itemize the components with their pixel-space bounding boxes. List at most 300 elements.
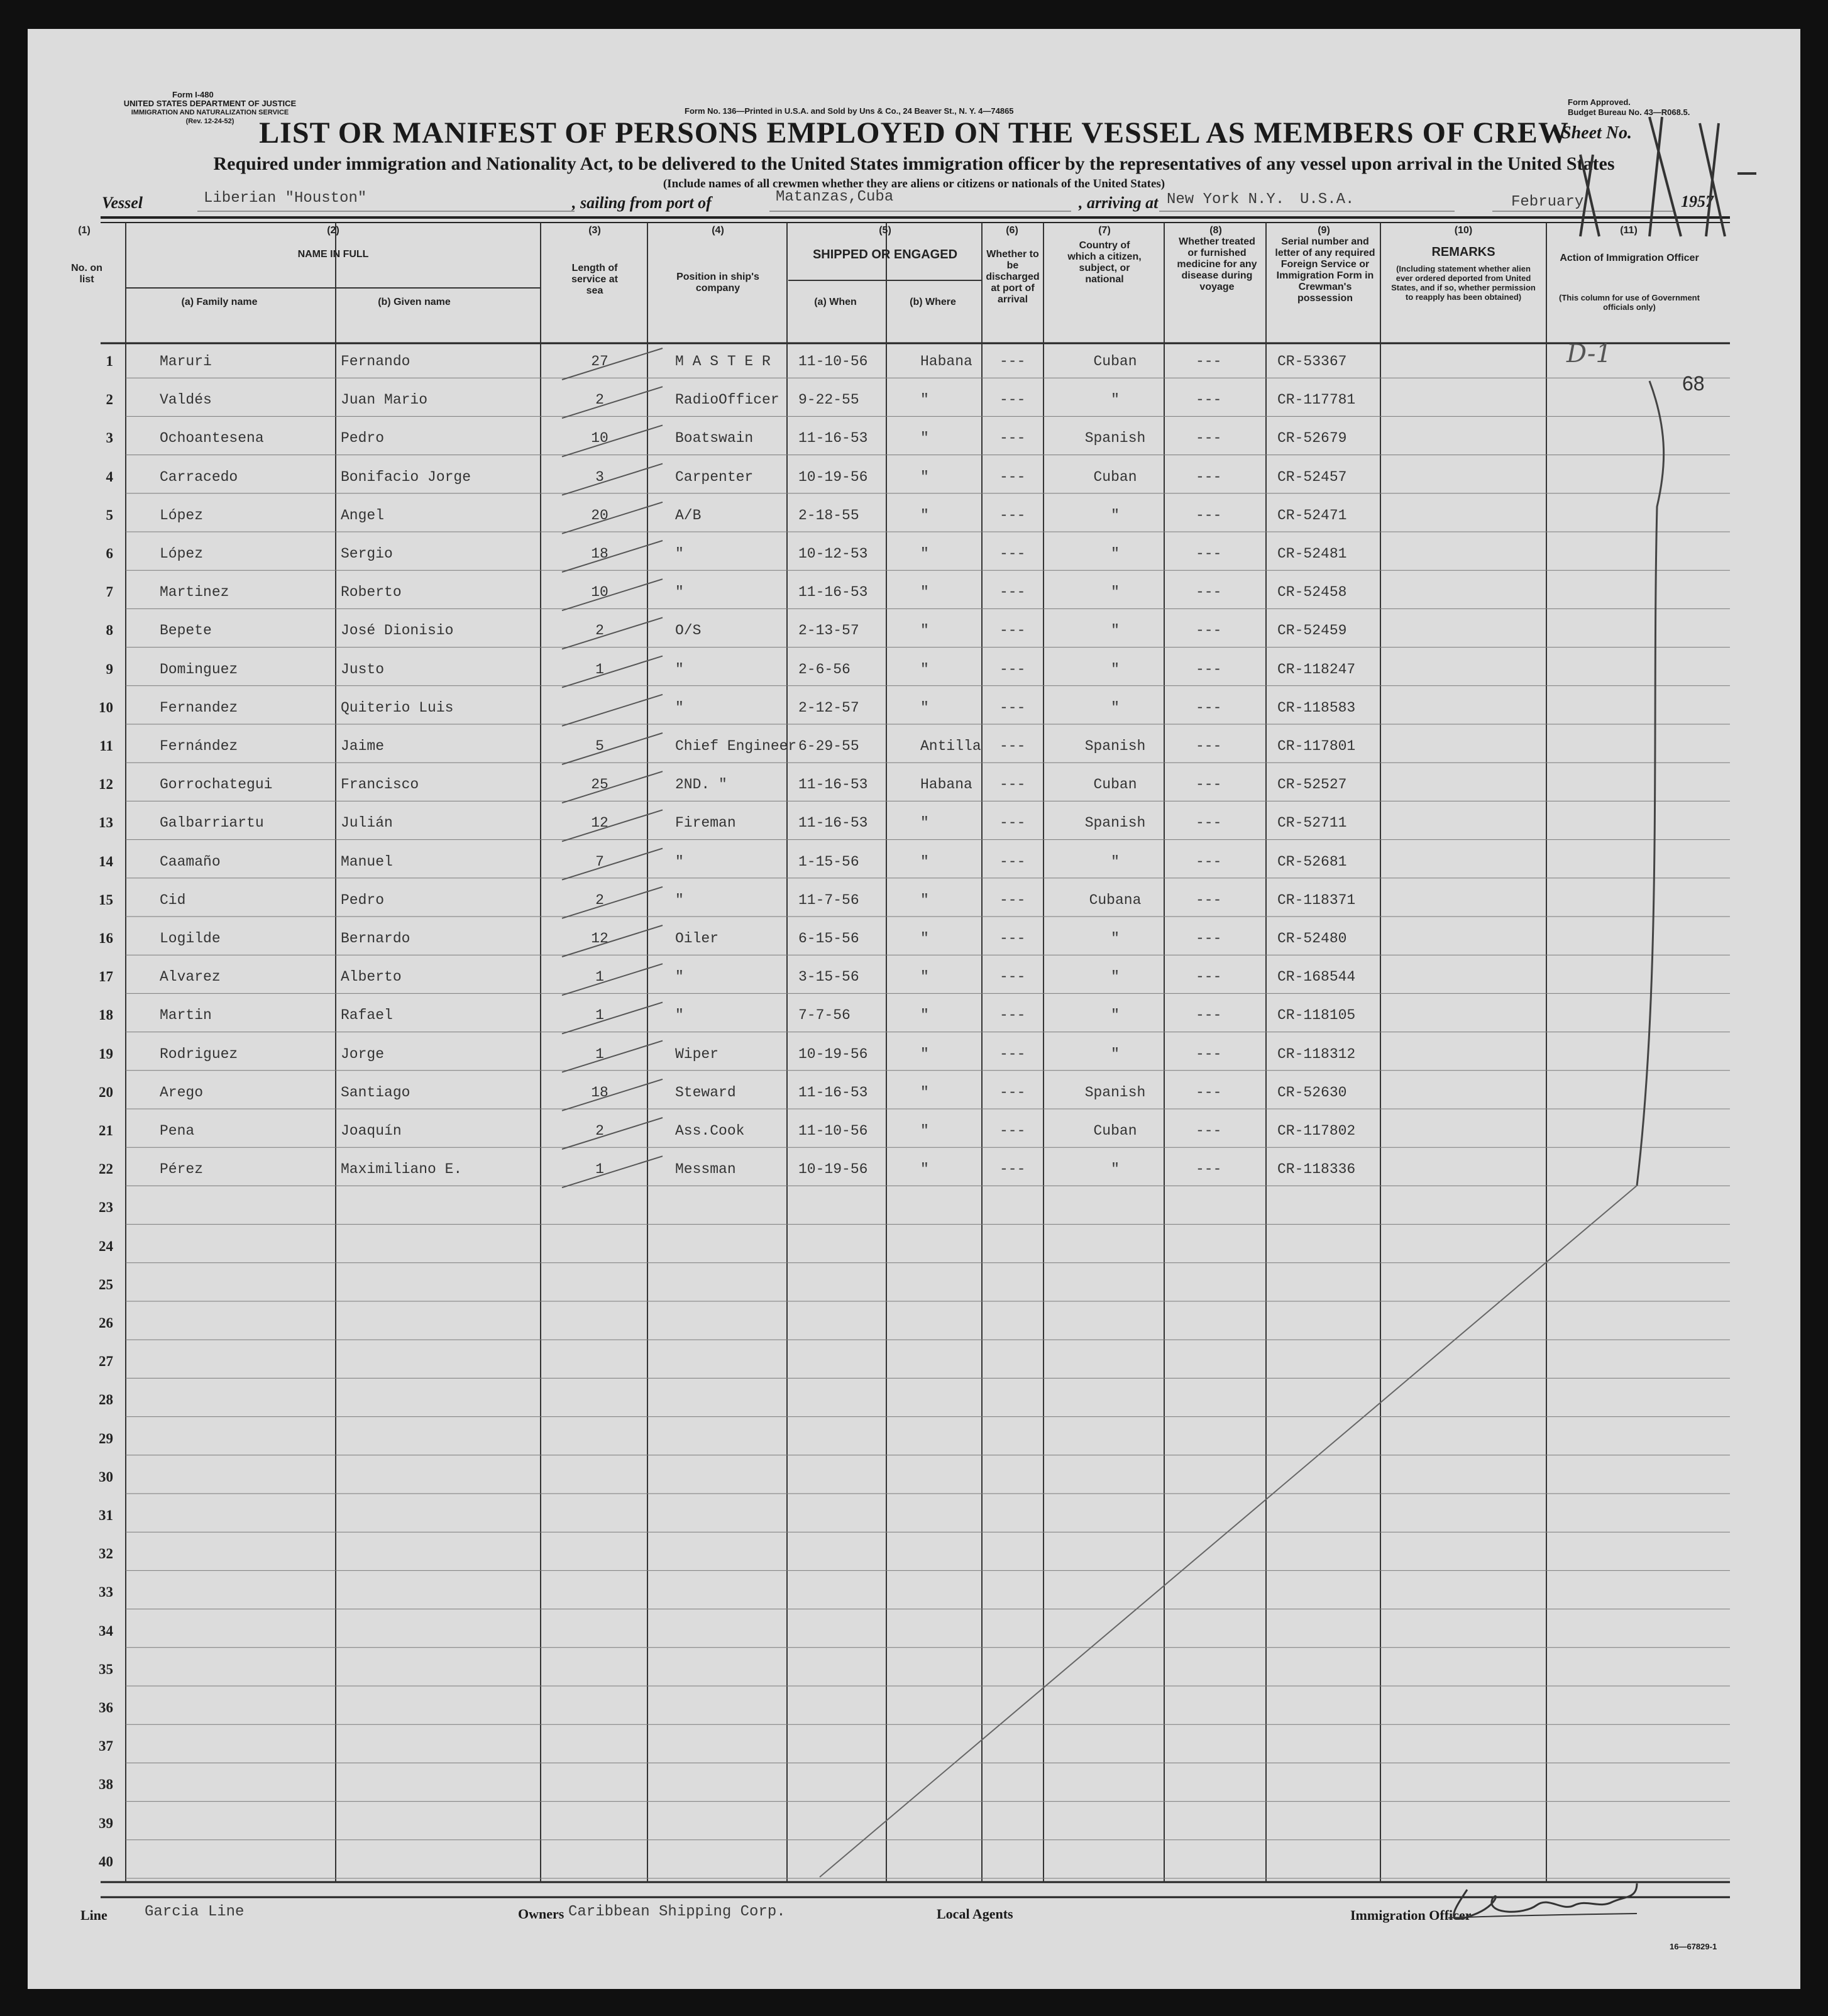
country: Cubana: [1089, 891, 1142, 908]
manifest-sheet: [28, 29, 1800, 1989]
row-number: 13: [99, 815, 113, 831]
medicine: ---: [1196, 1161, 1222, 1178]
country: ": [1111, 853, 1120, 870]
shipped-when: 6-29-55: [798, 738, 859, 754]
include-note: (Include names of all crewmen whether they are aliens or citizens or nationals of the United States): [663, 177, 1165, 190]
row-number: 29: [99, 1430, 113, 1446]
position: M A S T E R: [675, 353, 771, 370]
service-length: 27: [591, 353, 608, 370]
col8-header: Whether treated or furnished medicine for any disease during voyage: [1177, 236, 1257, 292]
discharged: ---: [999, 1007, 1026, 1024]
row-number: 40: [99, 1853, 113, 1870]
shipping-line: Garcia Line: [145, 1903, 245, 1920]
service-length: 2: [595, 622, 604, 639]
medicine: ---: [1196, 738, 1222, 754]
discharged: ---: [999, 1161, 1026, 1178]
serial-number: CR-52458: [1277, 584, 1347, 601]
col3-header: Length of service at sea: [571, 263, 618, 296]
discharged: ---: [999, 353, 1026, 370]
col5b-header: (b) Where: [910, 297, 956, 307]
family-name: Pérez: [160, 1161, 204, 1178]
medicine: ---: [1196, 930, 1222, 947]
family-name: Carracedo: [160, 468, 238, 485]
country: ": [1111, 1161, 1120, 1178]
shipped-when: 10-19-56: [798, 1161, 868, 1178]
medicine: ---: [1196, 891, 1222, 908]
col11-number: (11): [1620, 225, 1638, 236]
country: Spanish: [1084, 1084, 1146, 1101]
service-length: 2: [595, 891, 604, 908]
discharged: ---: [999, 891, 1026, 908]
shipped-when: 9-22-55: [798, 392, 859, 409]
discharged: ---: [999, 468, 1026, 485]
shipped-when: 6-15-56: [798, 930, 859, 947]
row-number: 16: [99, 930, 113, 946]
row-number: 6: [106, 546, 113, 561]
family-name: Fernandez: [160, 699, 238, 716]
shipped-when: 2-13-57: [798, 622, 859, 639]
position: Carpenter: [675, 468, 754, 485]
row-number: 30: [99, 1468, 113, 1485]
family-name: Caamaño: [160, 853, 221, 870]
arrival-year: 1957: [1681, 192, 1714, 211]
row-number: 32: [99, 1546, 113, 1562]
owners-label: Owners: [518, 1906, 564, 1922]
medicine: ---: [1196, 1084, 1222, 1101]
service-length: 7: [595, 853, 604, 870]
col10-header: REMARKS: [1431, 245, 1495, 259]
bracket-stroke: [1637, 381, 1664, 1186]
row-number: 38: [99, 1776, 113, 1793]
service-length: 10: [591, 430, 608, 447]
serial-number: CR-168544: [1277, 969, 1356, 986]
col2a-header: (a) Family name: [181, 297, 258, 307]
country: Cuban: [1093, 1123, 1137, 1139]
country: Cuban: [1093, 468, 1137, 485]
action-mark: D-1: [1566, 339, 1612, 368]
serial-number: CR-52471: [1277, 507, 1347, 524]
medicine: ---: [1196, 699, 1222, 716]
col1-number: (1): [78, 225, 91, 236]
shipped-when: 11-10-56: [798, 353, 868, 370]
shipped-when: 11-16-53: [798, 776, 868, 793]
family-name: Martinez: [160, 584, 229, 601]
given-name: Maximiliano E.: [341, 1161, 463, 1178]
revision: (Rev. 12-24-52): [185, 118, 234, 125]
country: Spanish: [1084, 430, 1146, 447]
given-name: Juan Mario: [341, 392, 428, 409]
medicine: ---: [1196, 776, 1222, 793]
medicine: ---: [1196, 507, 1222, 524]
medicine: ---: [1196, 546, 1222, 562]
row-number: 10: [99, 699, 113, 715]
col2b-header: (b) Given name: [378, 297, 451, 307]
shipped-where: Habana: [920, 776, 972, 793]
service-length: 2: [595, 392, 604, 409]
discharged: ---: [999, 1123, 1026, 1139]
shipped-when: 10-19-56: [798, 468, 868, 485]
country: ": [1111, 507, 1120, 524]
shipped-when: 11-16-53: [798, 584, 868, 601]
discharged: ---: [999, 699, 1026, 716]
service-length: 10: [591, 584, 608, 601]
country: ": [1111, 546, 1120, 562]
row-number: 25: [99, 1276, 113, 1292]
given-name: Bernardo: [341, 930, 410, 947]
shipped-when: 2-12-57: [798, 699, 859, 716]
family-name: Fernández: [160, 738, 238, 754]
row-number: 2: [106, 392, 113, 408]
serial-number: CR-52527: [1277, 776, 1347, 793]
given-name: Joaquín: [341, 1123, 402, 1139]
service-length: 25: [591, 776, 608, 793]
row-number: 3: [106, 430, 113, 446]
shipped-where: ": [920, 969, 929, 986]
shipped-when: 1-15-56: [798, 853, 859, 870]
position: ": [675, 584, 684, 601]
row-number: 34: [99, 1622, 113, 1639]
shipped-where: ": [920, 546, 929, 562]
discharged: ---: [999, 546, 1026, 562]
row-number: 8: [106, 622, 113, 639]
given-name: Manuel: [341, 853, 393, 870]
medicine: ---: [1196, 969, 1222, 986]
row-number: 11: [99, 738, 113, 754]
service-length: 1: [595, 661, 604, 678]
given-name: José Dionisio: [341, 622, 454, 639]
row-number: 28: [99, 1392, 113, 1408]
shipped-when: 11-16-53: [798, 430, 868, 447]
shipped-when: 2-6-56: [798, 661, 851, 678]
owners: Caribbean Shipping Corp.: [568, 1903, 786, 1920]
col2-header: NAME IN FULL: [297, 249, 369, 260]
serial-number: CR-52480: [1277, 930, 1347, 947]
shipped-where: ": [920, 507, 929, 524]
row-number: 39: [99, 1815, 113, 1831]
position: ": [675, 1007, 684, 1024]
serial-number: CR-52681: [1277, 853, 1347, 870]
row-number: 24: [99, 1238, 113, 1254]
service-length: 18: [591, 546, 608, 562]
row-number: 36: [99, 1700, 113, 1716]
shipped-where: ": [920, 468, 929, 485]
family-name: Martin: [160, 1007, 212, 1024]
family-name: López: [160, 507, 204, 524]
col10-number: (10): [1454, 225, 1473, 236]
row-number: 1: [106, 353, 113, 369]
country: ": [1111, 1007, 1120, 1024]
col7-header: Country of which a citizen, subject, or national: [1067, 240, 1142, 285]
medicine: ---: [1196, 853, 1222, 870]
shipped-when: 10-19-56: [798, 1045, 868, 1062]
given-name: Fernando: [341, 353, 410, 370]
serial-number: CR-118105: [1277, 1007, 1356, 1024]
family-name: Cid: [160, 891, 186, 908]
country: ": [1111, 1045, 1120, 1062]
shipped-where: ": [920, 1084, 929, 1101]
country: ": [1111, 699, 1120, 716]
medicine: ---: [1196, 1123, 1222, 1139]
discharged: ---: [999, 969, 1026, 986]
position: Steward: [675, 1084, 736, 1101]
col8-number: (8): [1209, 225, 1222, 236]
row-number: 20: [99, 1084, 113, 1100]
row-number: 27: [99, 1353, 113, 1370]
family-name: Alvarez: [160, 969, 221, 986]
form-id: Form I-480: [172, 90, 214, 99]
arriving-label: , arriving at: [1079, 194, 1159, 212]
given-name: Rafael: [341, 1007, 393, 1024]
family-name: Pena: [160, 1123, 195, 1139]
position: Messman: [675, 1161, 736, 1178]
position: Boatswain: [675, 430, 754, 447]
serial-number: CR-53367: [1277, 353, 1347, 370]
medicine: ---: [1196, 1045, 1222, 1062]
given-name: Quiterio Luis: [341, 699, 454, 716]
country: ": [1111, 661, 1120, 678]
row-number: 4: [106, 468, 113, 485]
service-length: 1: [595, 1161, 604, 1178]
shipped-when: 11-16-53: [798, 1084, 868, 1101]
given-name: Pedro: [341, 430, 385, 447]
row-number: 35: [99, 1661, 113, 1677]
family-name: López: [160, 546, 204, 562]
vessel-label: Vessel: [102, 194, 143, 212]
service-length: 5: [595, 738, 604, 754]
col4-header: Position in ship's company: [676, 272, 759, 294]
shipped-where: ": [920, 430, 929, 447]
discharged: ---: [999, 853, 1026, 870]
medicine: ---: [1196, 815, 1222, 832]
shipped-where: ": [920, 392, 929, 409]
col9-header: Serial number and letter of any required Foreign Service or Immigration Form in Crewman's possession: [1275, 236, 1375, 304]
row-number: 26: [99, 1315, 113, 1331]
country: ": [1111, 392, 1120, 409]
position: Wiper: [675, 1045, 719, 1062]
position: A/B: [675, 507, 702, 524]
given-name: Jorge: [341, 1045, 385, 1062]
shipped-where: ": [920, 584, 929, 601]
discharged: ---: [999, 584, 1026, 601]
col5-header: SHIPPED OR ENGAGED: [812, 248, 958, 262]
position: ": [675, 699, 684, 716]
serial-number: CR-118336: [1277, 1161, 1356, 1178]
given-name: Francisco: [341, 776, 419, 793]
row-number: 22: [99, 1161, 113, 1177]
given-name: Alberto: [341, 969, 402, 986]
shipped-where: ": [920, 699, 929, 716]
col11-note: (This column for use of Government officials only): [1559, 293, 1700, 312]
family-name: Logilde: [160, 930, 221, 947]
service-length: 2: [595, 1123, 604, 1139]
discharged: ---: [999, 392, 1026, 409]
service-length: 1: [595, 1045, 604, 1062]
position: Fireman: [675, 815, 736, 832]
shipped-when: 2-18-55: [798, 507, 859, 524]
col9-number: (9): [1318, 225, 1330, 236]
row-number: 15: [99, 891, 113, 908]
col10-note: (Including statement whether alien ever ordered deported from United States, and if so, whether permission to reapply has been obtained): [1391, 264, 1536, 302]
col7-number: (7): [1098, 225, 1111, 236]
row-number: 18: [99, 1007, 113, 1023]
col4-number: (4): [712, 225, 724, 236]
family-name: Bepete: [160, 622, 212, 639]
country: Spanish: [1084, 738, 1146, 754]
row-number: 7: [106, 584, 113, 600]
cancel-diagonal: [820, 1186, 1637, 1877]
serial-number: CR-52459: [1277, 622, 1347, 639]
page-title: LIST OR MANIFEST OF PERSONS EMPLOYED ON THE VESSEL AS MEMBERS OF CREW: [259, 116, 1569, 150]
position: O/S: [675, 622, 702, 639]
country: ": [1111, 969, 1120, 986]
country: Cuban: [1093, 353, 1137, 370]
row-number: 21: [99, 1123, 113, 1138]
row-number: 33: [99, 1584, 113, 1600]
arriving-city: New York N.Y.: [1167, 191, 1285, 208]
serial-number: CR-118583: [1277, 699, 1356, 716]
service-length: 12: [591, 930, 608, 947]
discharged: ---: [999, 815, 1026, 832]
discharged: ---: [999, 661, 1026, 678]
position: Chief Engineer: [675, 738, 797, 754]
country: ": [1111, 930, 1120, 947]
shipped-where: ": [920, 815, 929, 832]
given-name: Bonifacio Jorge: [341, 468, 471, 485]
serial-number: CR-117801: [1277, 738, 1356, 754]
given-name: Julián: [341, 815, 393, 832]
serial-number: CR-52457: [1277, 468, 1347, 485]
shipped-where: ": [920, 1007, 929, 1024]
serial-number: CR-52481: [1277, 546, 1347, 562]
approval: Form Approved.: [1568, 97, 1631, 107]
family-name: Valdés: [160, 392, 212, 409]
row-number: 14: [99, 853, 113, 869]
given-name: Roberto: [341, 584, 402, 601]
serial-number: CR-117781: [1277, 392, 1356, 409]
discharged: ---: [999, 1084, 1026, 1101]
sheet-label: Sheet No.: [1561, 123, 1632, 143]
shipped-when: 10-12-53: [798, 546, 868, 562]
family-name: Arego: [160, 1084, 204, 1101]
arrival-month: February: [1511, 194, 1584, 211]
medicine: ---: [1196, 468, 1222, 485]
position: RadioOfficer: [675, 392, 779, 409]
discharged: ---: [999, 776, 1026, 793]
discharged: ---: [999, 738, 1026, 754]
shipped-where: Habana: [920, 353, 972, 370]
shipped-when: 3-15-56: [798, 969, 859, 986]
row-number: 12: [99, 776, 113, 793]
shipped-where: ": [920, 853, 929, 870]
given-name: Santiago: [341, 1084, 410, 1101]
row-number: 9: [106, 661, 113, 677]
shipped-where: ": [920, 1123, 929, 1139]
col6-number: (6): [1006, 225, 1018, 236]
col11-header: Action of Immigration Officer: [1560, 253, 1699, 263]
family-name: Dominguez: [160, 661, 238, 678]
family-name: Gorrochategui: [160, 776, 273, 793]
service-length: 12: [591, 815, 608, 832]
row-number: 5: [106, 507, 113, 523]
col1-header: No. on list: [71, 263, 102, 285]
position: 2ND. ": [675, 776, 727, 793]
form-code: 16—67829-1: [1670, 1942, 1717, 1951]
department: UNITED STATES DEPARTMENT OF JUSTICE: [123, 99, 297, 108]
manifest-grid: [28, 29, 1800, 1989]
row-number: 37: [99, 1738, 113, 1754]
arriving-country: U.S.A.: [1300, 191, 1355, 208]
line-label: Line: [80, 1907, 107, 1923]
col6-header: Whether to be discharged at port of arrival: [986, 249, 1040, 305]
discharged: ---: [999, 1045, 1026, 1062]
position: ": [675, 969, 684, 986]
budget: Budget Bureau No. 43—R068.5.: [1568, 107, 1690, 117]
position: ": [675, 891, 684, 908]
port-of-departure: Matanzas,Cuba: [776, 189, 894, 206]
service-length: 3: [595, 468, 604, 485]
row-number: 23: [99, 1199, 113, 1216]
shipped-where: ": [920, 622, 929, 639]
position: Oiler: [675, 930, 719, 947]
position: ": [675, 661, 684, 678]
local-agents-label: Local Agents: [937, 1906, 1013, 1922]
col3-number: (3): [588, 225, 601, 236]
country: Cuban: [1093, 776, 1137, 793]
medicine: ---: [1196, 622, 1222, 639]
serial-number: CR-52679: [1277, 430, 1347, 447]
serial-number: CR-117802: [1277, 1123, 1356, 1139]
serial-number: CR-52711: [1277, 815, 1347, 832]
position: ": [675, 853, 684, 870]
immigration-officer-label: Immigration Officer: [1350, 1907, 1472, 1923]
service-length: 18: [591, 1084, 608, 1101]
col5a-header: (a) When: [814, 297, 857, 307]
medicine: ---: [1196, 584, 1222, 601]
country: ": [1111, 584, 1120, 601]
service-length: 20: [591, 507, 608, 524]
row-number: 17: [99, 969, 113, 985]
shipped-where: ": [920, 661, 929, 678]
position: ": [675, 546, 684, 562]
family-name: Rodriguez: [160, 1045, 238, 1062]
col5-number: (5): [879, 225, 891, 236]
row-number: 19: [99, 1045, 113, 1062]
shipped-when: 11-16-53: [798, 815, 868, 832]
serial-number: CR-118312: [1277, 1045, 1356, 1062]
medicine: ---: [1196, 1007, 1222, 1024]
discharged: ---: [999, 622, 1026, 639]
col2-number: (2): [327, 225, 339, 236]
serial-number: CR-118371: [1277, 891, 1356, 908]
shipped-where: Antilla: [920, 738, 981, 754]
family-name: Galbarriartu: [160, 815, 264, 832]
medicine: ---: [1196, 392, 1222, 409]
shipped-where: ": [920, 1045, 929, 1062]
service-length: 1: [595, 969, 604, 986]
vessel-name: Liberian "Houston": [204, 190, 367, 207]
given-name: Justo: [341, 661, 385, 678]
given-name: Pedro: [341, 891, 385, 908]
margin-number: 68: [1682, 372, 1705, 395]
service-length: 1: [595, 1007, 604, 1024]
shipped-where: ": [920, 930, 929, 947]
subtitle: Required under immigration and Nationality Act, to be delivered to the United States immigration officer by the representatives of any vessel upon arrival in the United States: [213, 153, 1615, 174]
medicine: ---: [1196, 353, 1222, 370]
shipped-where: ": [920, 1161, 929, 1178]
shipped-when: 7-7-56: [798, 1007, 851, 1024]
printer-note: Form No. 136—Printed in U.S.A. and Sold by Uns & Co., 24 Beaver St., N. Y. 4—74865: [685, 106, 1014, 116]
row-number: 31: [99, 1507, 113, 1523]
